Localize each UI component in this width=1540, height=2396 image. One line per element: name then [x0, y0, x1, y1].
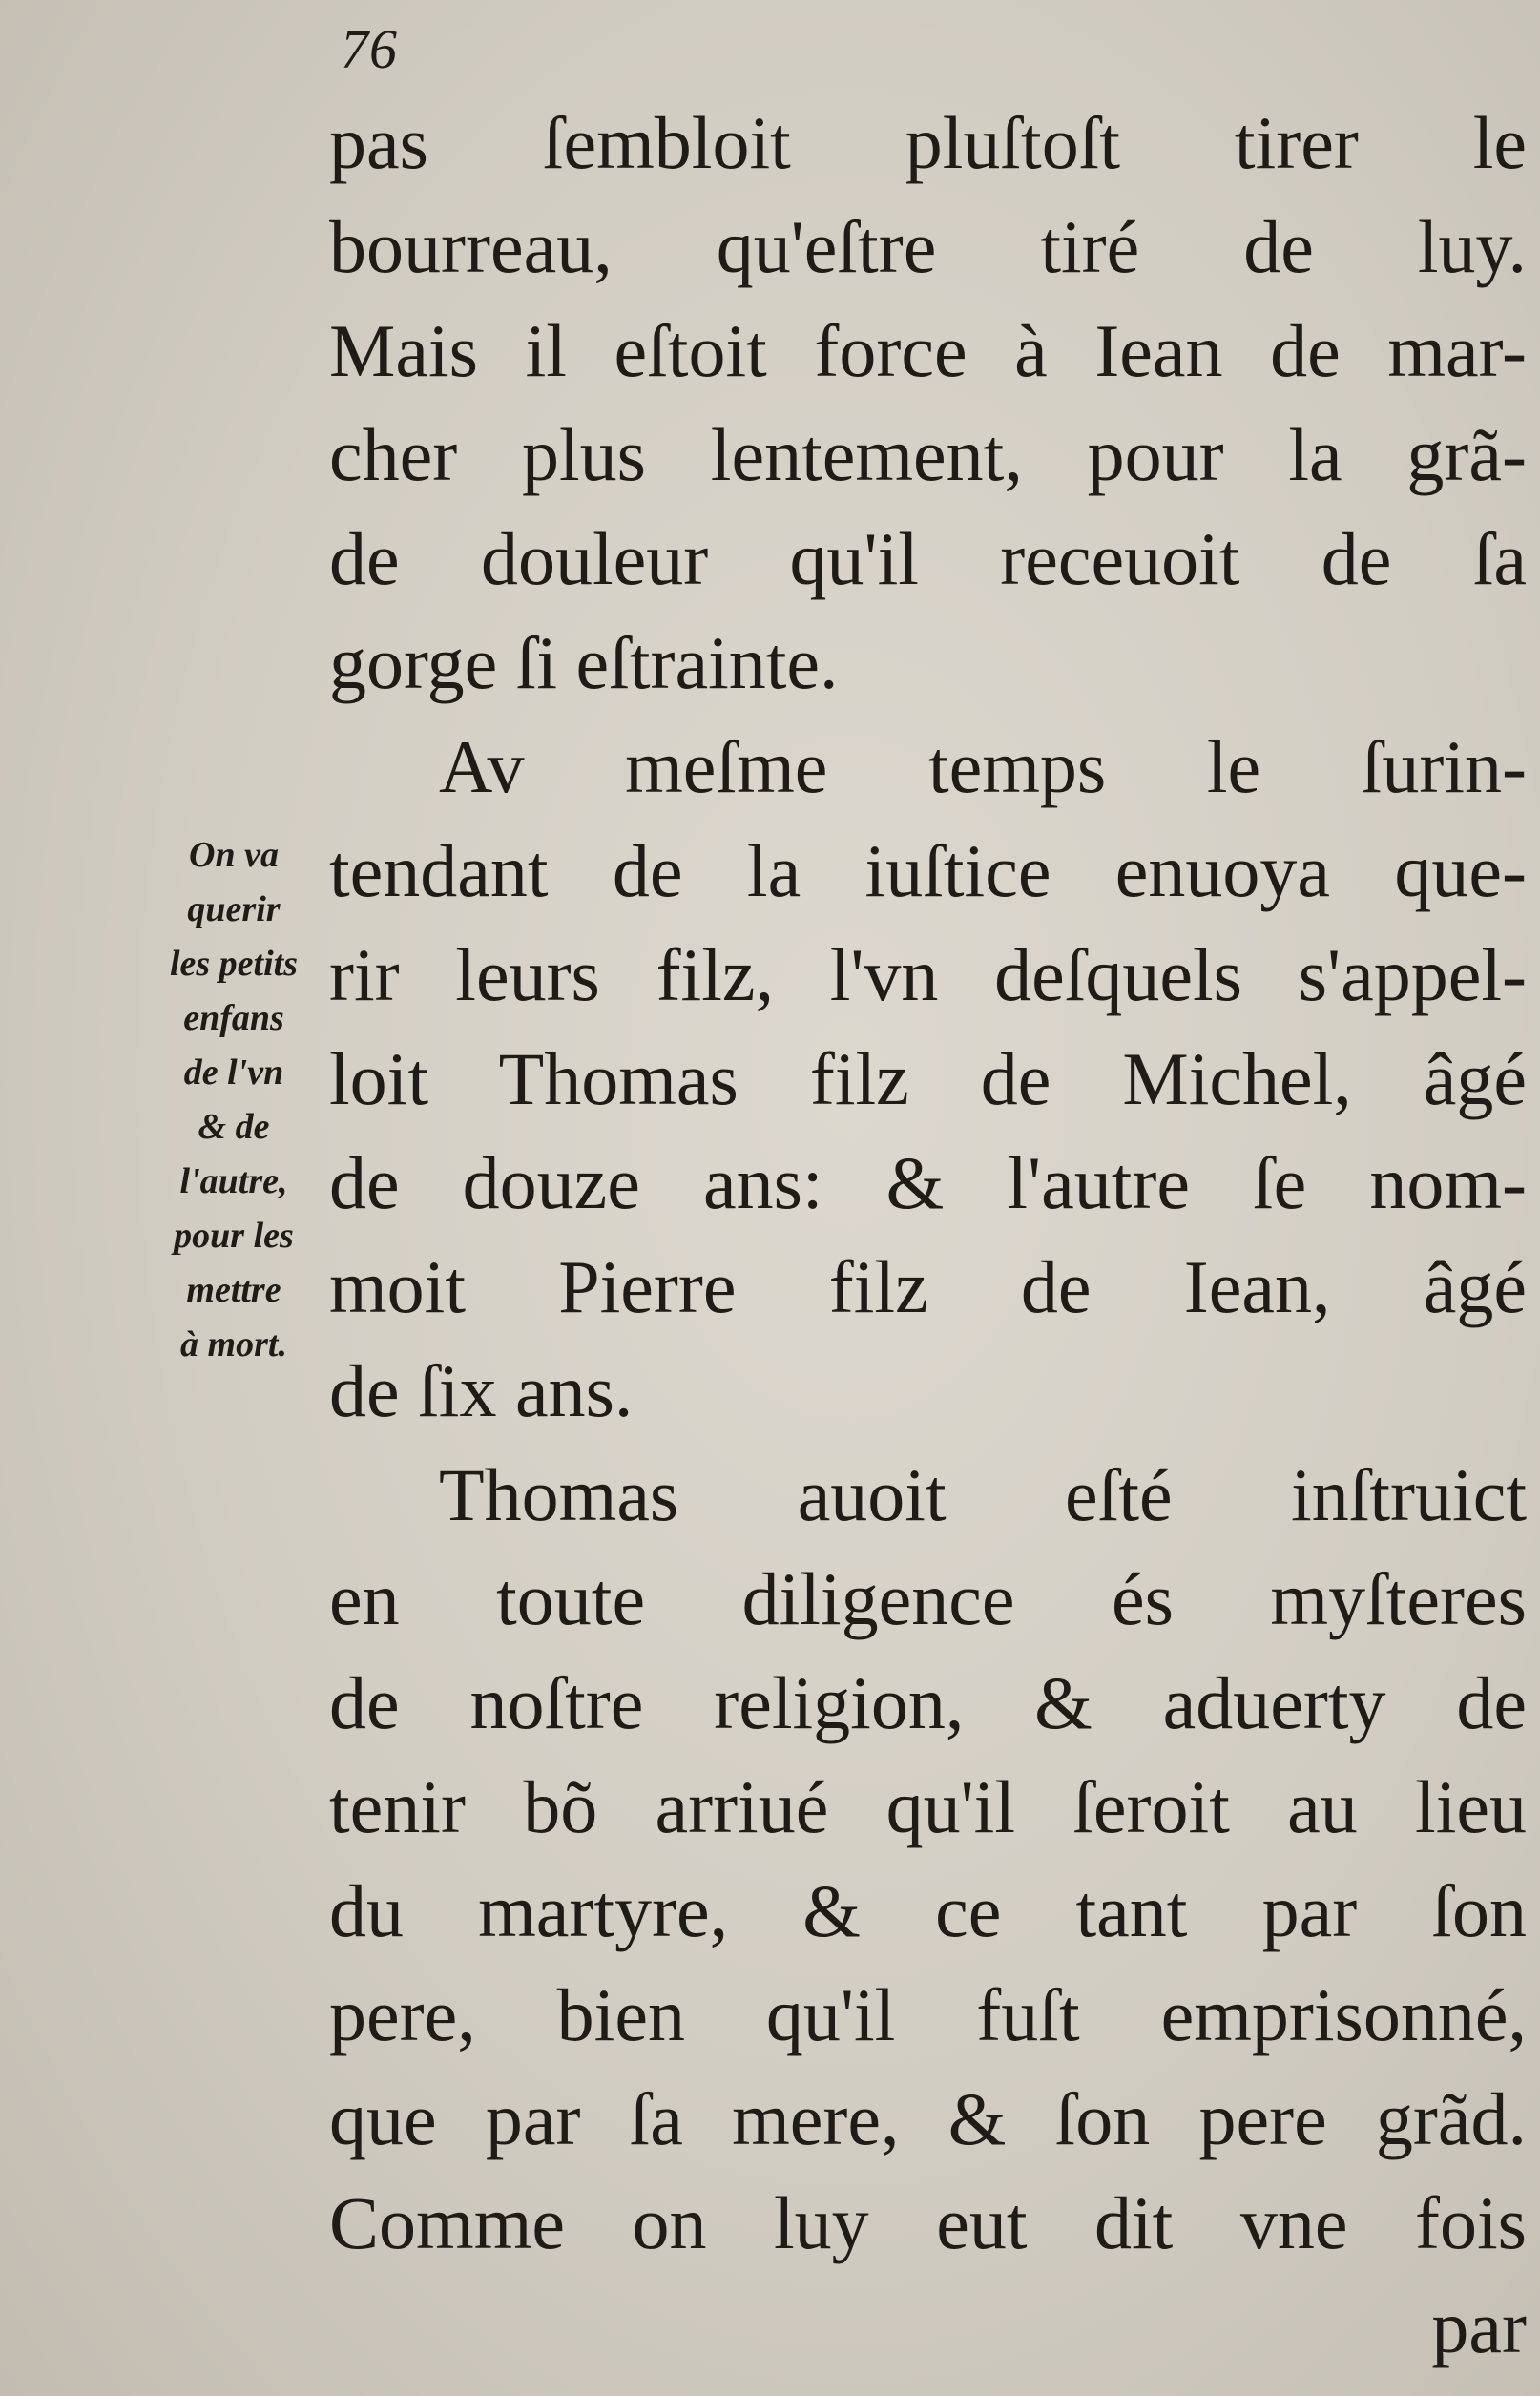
text-line: Comme on luy eut dit vne fois [329, 2181, 1527, 2264]
margin-note-line: On va [189, 835, 279, 875]
main-text-block [329, 91, 1527, 2379]
text-line: de douze ans: & l'autre ſe nom- [329, 1141, 1527, 1224]
text-line: de noſtre religion, & aduerty de [329, 1661, 1527, 1744]
paragraph-start-line: Thomas auoit eſté inſtruict [439, 1453, 1527, 1536]
text-line: de douleur qu'il receuoit de ſa [329, 517, 1527, 600]
margin-note-line: de l'vn [183, 1052, 284, 1093]
text-line: Mais il eſtoit force à Iean de mar- [329, 309, 1527, 392]
margin-note [143, 828, 324, 1372]
margin-note-line: à mort. [180, 1324, 287, 1365]
margin-note-line: enfans [183, 998, 284, 1038]
margin-note-line: l'autre, [179, 1161, 288, 1201]
text-line: moit Pierre filz de Iean, âgé [329, 1245, 1527, 1328]
catchword: par [1431, 2285, 1527, 2368]
margin-note-line: pour les [174, 1216, 294, 1256]
text-line: du martyre, & ce tant par ſon [329, 1869, 1527, 1952]
text-line: tenir bõ arriué qu'il ſeroit au lieu [329, 1765, 1527, 1848]
text-line: gorge ſi eſtrainte. [329, 621, 839, 704]
paragraph-start-line: Av meſme temps le ſurin- [439, 725, 1527, 808]
margin-note-line: mettre [186, 1270, 281, 1310]
text-line: en toute diligence és myſteres [329, 1557, 1527, 1640]
text-line: cher plus lentement, pour la grã- [329, 413, 1527, 496]
margin-note-line: querir [187, 889, 281, 929]
margin-note-line: les petits [169, 944, 299, 984]
text-line: bourreau, qu'eſtre tiré de luy. [329, 205, 1527, 288]
text-line: que par ſa mere, & ſon pere grãd. [329, 2077, 1527, 2160]
text-line: pas ſembloit pluſtoſt tirer le [329, 101, 1527, 184]
margin-note-line: & de [198, 1107, 270, 1147]
text-line: tendant de la iuſtice enuoya que- [329, 829, 1527, 912]
text-line: pere, bien qu'il fuſt emprisonné, [329, 1973, 1527, 2056]
text-line: de ſix ans. [329, 1349, 634, 1432]
text-line: loit Thomas filz de Michel, âgé [329, 1037, 1527, 1120]
text-line: rir leurs filz, l'vn deſquels s'appel- [329, 933, 1527, 1016]
page-number: 76 [341, 18, 398, 80]
